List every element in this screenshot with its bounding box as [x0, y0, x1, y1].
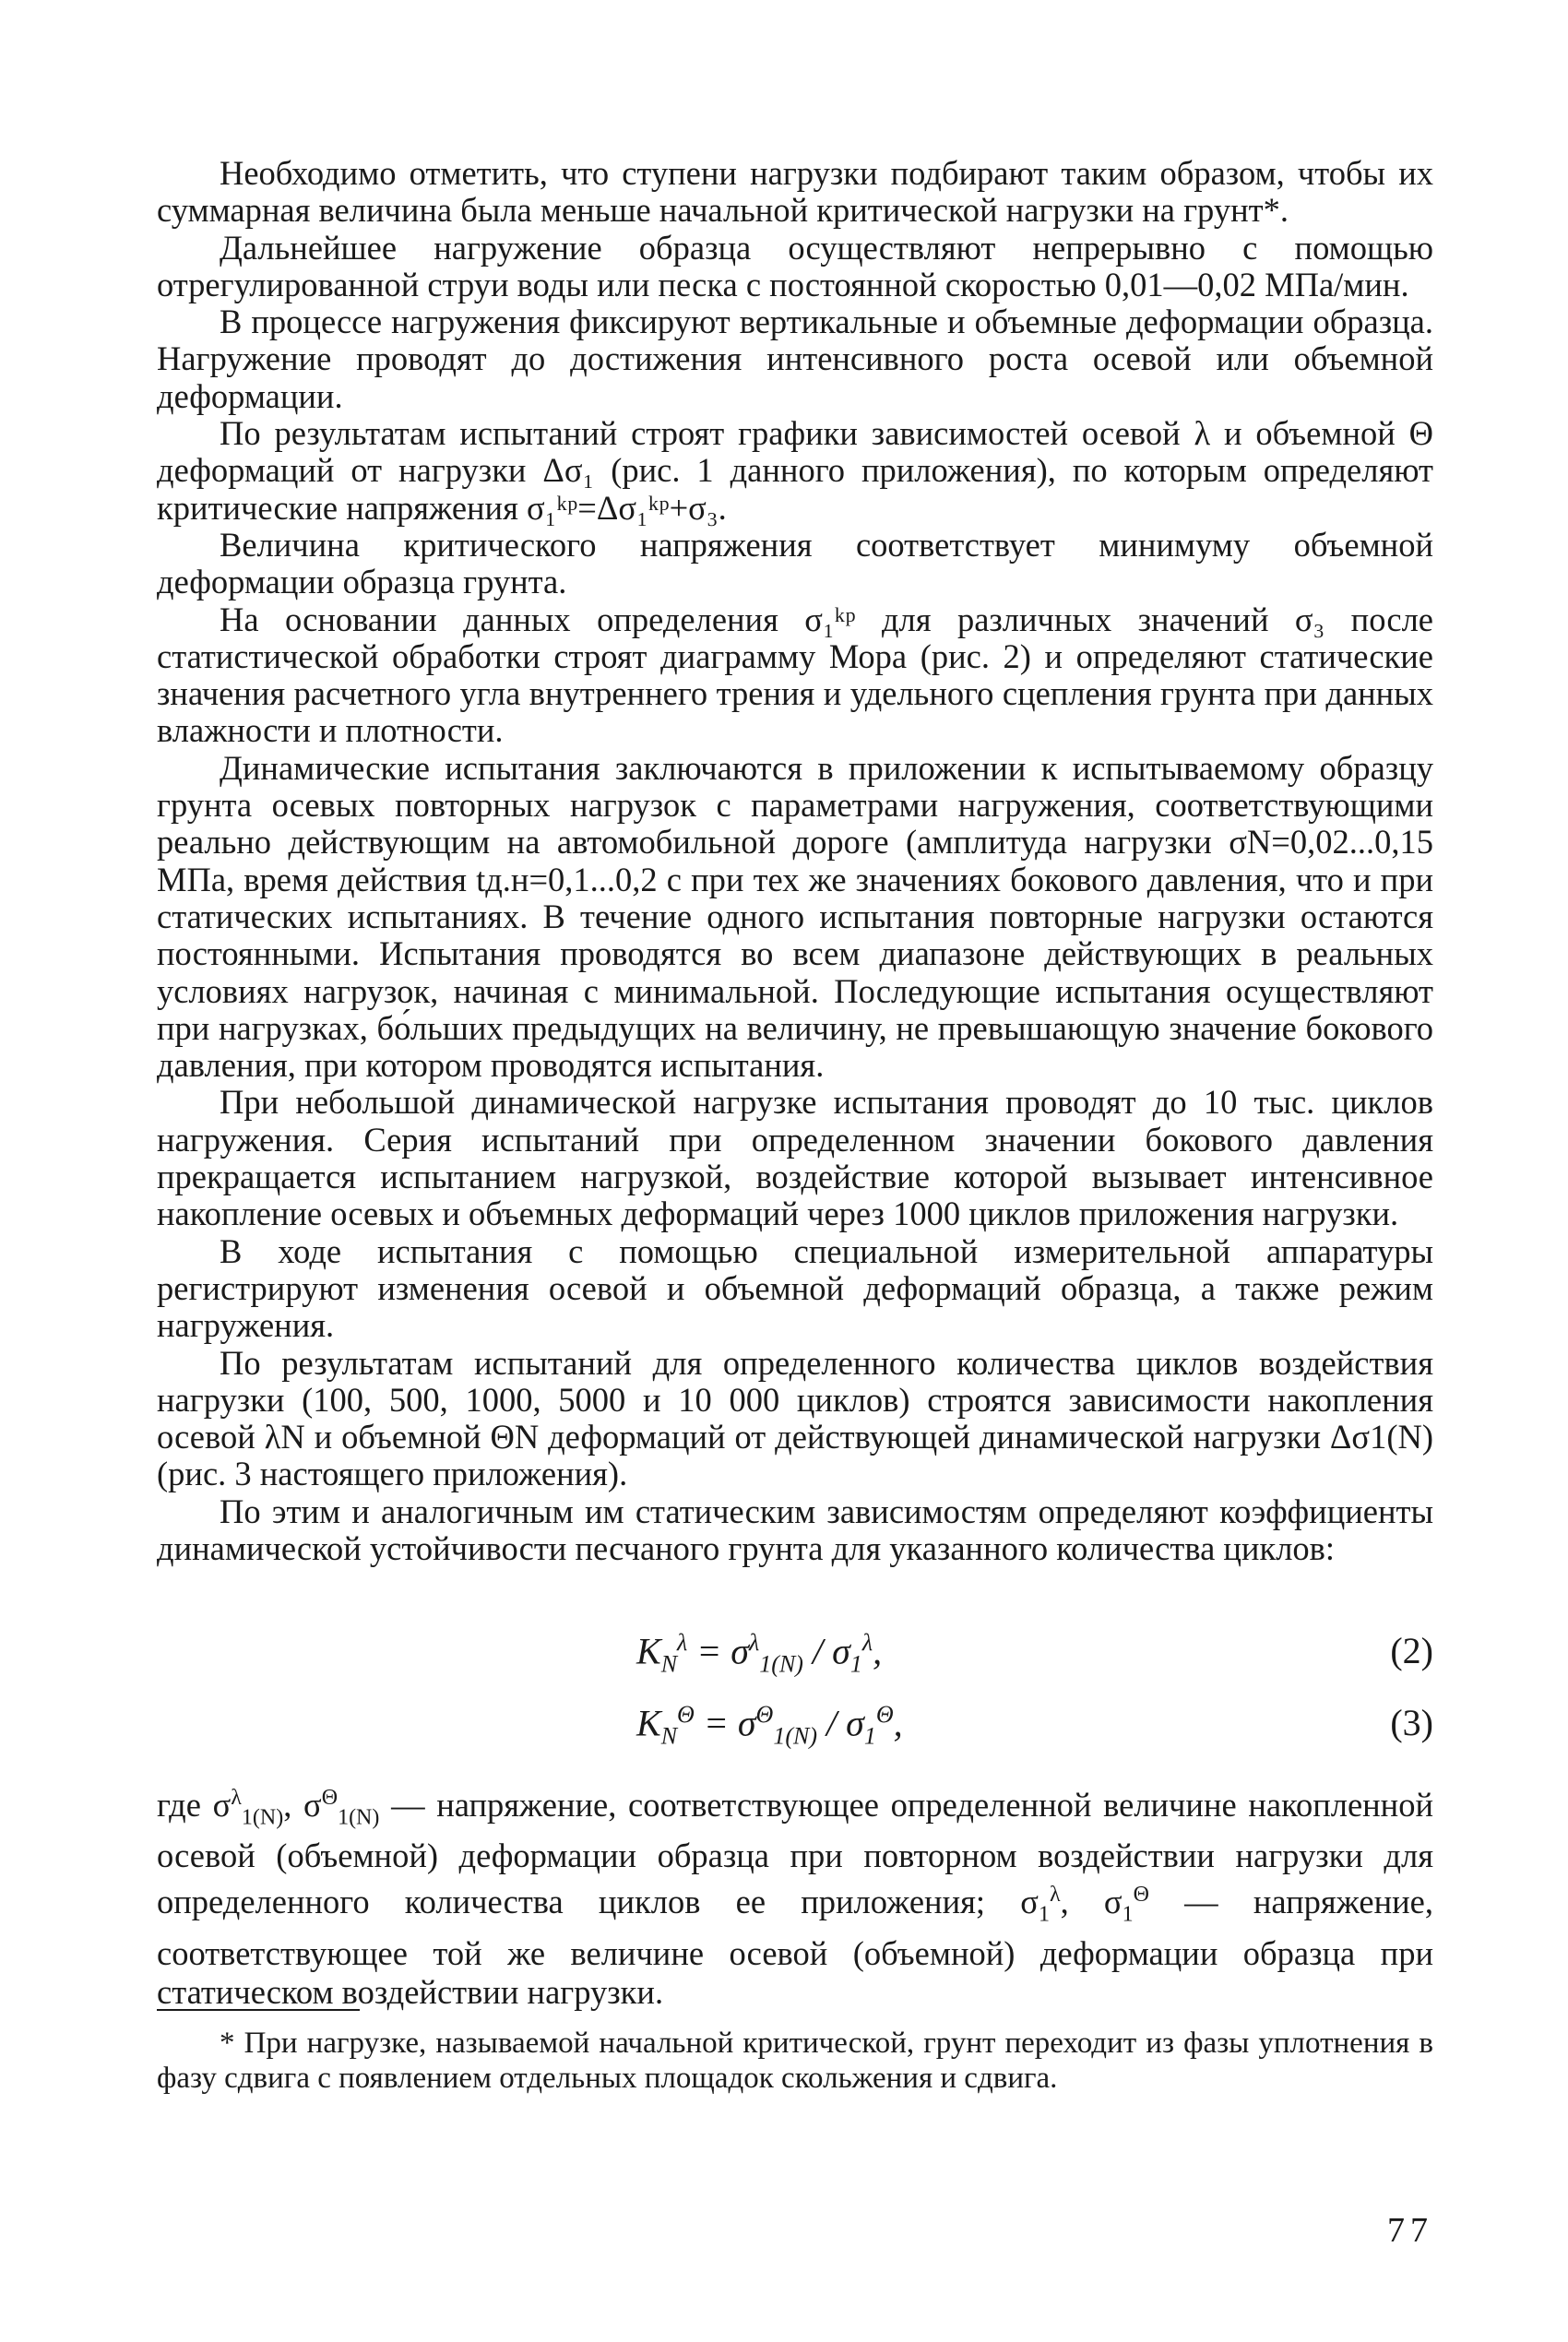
paragraph: Величина критического напряжения соответствует минимуму объемной деформации образца грунта. — [157, 525, 1433, 601]
explanation-paragraph: где $\sigma^\lambda_{1(N)}$, $\sigma^\Theta_{1(N)}$ — напряжение, соответствующее определенной величине накопленной осевой (объемной) деформации образца при повторном воздействии нагрузки для определенного количества циклов ее приложения; $\sigma_1^\lambda$, $\sigma_1^\Theta$ — напряжение, соответствующее той же величине осевой (объемной) деформации образца при статическом воздействии нагрузки. — [157, 1786, 1433, 2011]
paragraph: По результатам испытаний для определенного количества циклов воздействия нагрузки (100, 500, 1000, 5000 и 10 000 циклов) строятся зависимости накопления осевой λN и объемной ΘN деформаций от действующей динамической нагрузки Δσ1(N) (рис. 3 настоящего приложения). — [157, 1343, 1433, 1493]
paragraph: В ходе испытания с помощью специальной измерительной аппаратуры регистрируют изменения осевой и объемной деформаций образца, а также режим нагружения. — [157, 1231, 1433, 1345]
footnote-divider — [157, 2009, 360, 2011]
formula-number: (2) — [1390, 1630, 1433, 1671]
paragraph: По результатам испытаний строят графики зависимостей осевой λ и объемной Θ деформаций от нагрузки Δσ₁ (рис. 1 данного приложения), по которым определяют критические напряжения σ₁ᵏᵖ=Δσ₁ᵏᵖ+σ₃. — [157, 414, 1433, 527]
paragraph: На основании данных определения σ₁ᵏᵖ для различных значений σ₃ после статистической обработки строят диаграмму Мора (рис. 2) и определяют статические значения расчетного угла внутреннего трения и удельного сцепления грунта при данных влажности и плотности. — [157, 600, 1433, 750]
formula-explanation — [157, 1778, 1433, 2012]
formula-2 — [157, 1629, 1433, 1684]
formula-expression: $K_N^\Theta = \sigma^\Theta_{1(N)} / \sigma_1^\Theta$, — [636, 1701, 903, 1750]
paragraph: По этим и аналогичным им статическим зависимостям определяют коэффициенты динамической устойчивости песчаного грунта для указанного количества циклов: — [157, 1492, 1433, 1567]
formula-expression: $K_N^\lambda = \sigma^\lambda_{1(N)} / \sigma_1^\lambda$, — [636, 1629, 883, 1678]
paragraph: В процессе нагружения фиксируют вертикальные и объемные деформации образца. Нагружение проводят до достижения интенсивного роста осевой или объемной деформации. — [157, 303, 1433, 415]
page-number: 77 — [1387, 2211, 1433, 2250]
paragraph: Необходимо отметить, что ступени нагрузки подбирают таким образом, чтобы их суммарная величина была меньше начальной критической нагрузки на грунт*. — [157, 154, 1433, 230]
footnote — [157, 2026, 1433, 2096]
body-text — [157, 155, 1433, 1567]
formula-number: (3) — [1390, 1702, 1433, 1743]
paragraph: Дальнейшее нагружение образца осуществляют непрерывно с помощью отрегулированной струи воды или песка с постоянной скоростью 0,01—0,02 МПа/мин. — [157, 228, 1433, 303]
paragraph: Динамические испытания заключаются в приложении к испытываемому образцу грунта осевых повторных нагрузок с параметрами нагружения, соответствующими реально действующим на автомобильной дороге (амплитуда нагрузки σN=0,02...0,15 МПа, время действия tд.н=0,1...0,2 с при тех же значениях бокового давления, что и при статических испытаниях. В течение одного испытания повторные нагрузки остаются постоянными. Испытания проводятся во всем диапазоне действующих в реальных условиях нагрузок, начиная с минимальной. Последующие испытания осуществляют при нагрузках, бо́льших предыдущих на величину, не превышающую значение бокового давления, при котором проводятся испытания. — [157, 748, 1433, 1085]
paragraph: При небольшой динамической нагрузке испытания проводят до 10 тыс. циклов нагружения. Серия испытаний при определенном значении бокового давления прекращается испытанием нагрузкой, воздействие которой вызывает интенсивное накопление осевых и объемных деформаций через 1000 циклов приложения нагрузки. — [157, 1083, 1433, 1233]
footnote-text: * При нагрузке, называемой начальной критической, грунт переходит из фазы уплотнения в фазу сдвига с появлением отдельных площадок скольжения и сдвига. — [157, 2027, 1433, 2095]
formula-3 — [157, 1701, 1433, 1756]
